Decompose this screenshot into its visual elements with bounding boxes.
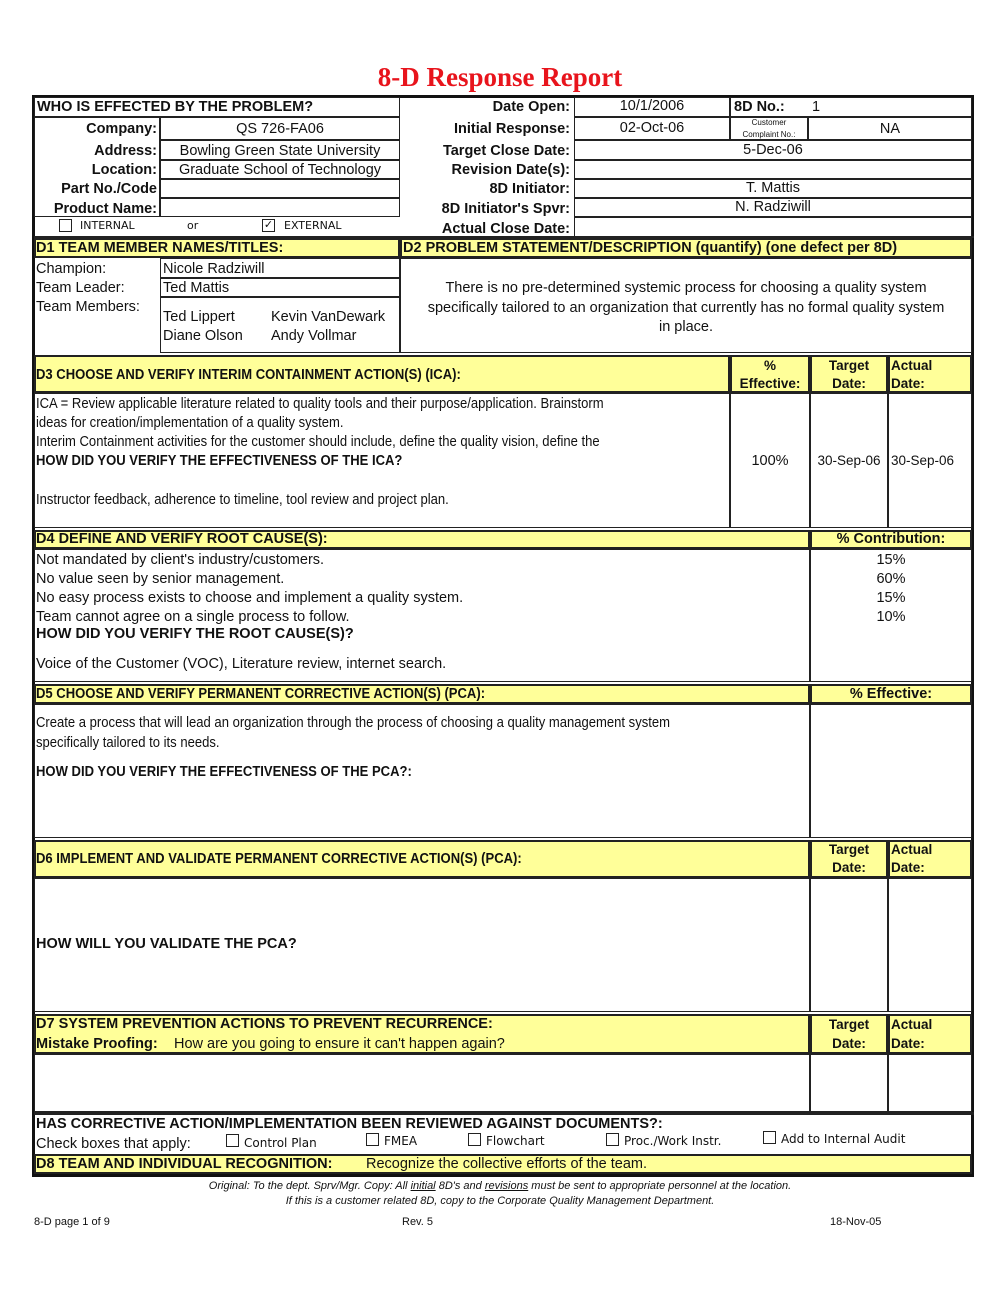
champion-value: Nicole Radziwill bbox=[163, 261, 265, 277]
internal-audit-label: Add to Internal Audit bbox=[781, 1132, 906, 1146]
d3-effective-label: % bbox=[763, 358, 776, 373]
flowchart-checkbox[interactable] bbox=[468, 1133, 481, 1146]
d7-prevention-field[interactable] bbox=[34, 1054, 810, 1112]
d3-line: ideas for creation/implementation of a quality system. bbox=[36, 415, 344, 431]
external-label: EXTERNAL bbox=[284, 219, 342, 232]
footer-text: Original: To the dept. Sprv/Mgr. Copy: All bbox=[208, 1180, 411, 1192]
d6-target-label: Target bbox=[828, 842, 870, 857]
d3-verify-question: HOW DID YOU VERIFY THE EFFECTIVENESS OF THE ICA? bbox=[36, 453, 403, 469]
initiator-spvr-value: N. Radziwill bbox=[735, 199, 811, 215]
d2-line: specifically tailored to an organization that currently has no formal quality system bbox=[427, 300, 945, 316]
d5-line: specifically tailored to its needs. bbox=[36, 735, 220, 751]
review-heading: HAS CORRECTIVE ACTION/IMPLEMENTATION BEEN REVIEWED AGAINST DOCUMENTS?: bbox=[36, 1116, 663, 1132]
team-member: Ted Lippert bbox=[163, 309, 235, 325]
d7-heading: D7 SYSTEM PREVENTION ACTIONS TO PREVENT RECURRENCE: bbox=[36, 1016, 493, 1032]
or-label: or bbox=[187, 219, 199, 232]
revision-dates-field[interactable] bbox=[574, 160, 972, 179]
fmea-checkbox[interactable] bbox=[366, 1133, 379, 1146]
d7-actual-label: Date: bbox=[891, 1036, 925, 1051]
d7-actual-label: Actual bbox=[891, 1017, 933, 1032]
mistake-proofing-label: Mistake Proofing: bbox=[36, 1036, 158, 1052]
team-member: Diane Olson bbox=[163, 328, 243, 344]
d4-verify-answer: Voice of the Customer (VOC), Literature review, internet search. bbox=[36, 656, 447, 672]
internal-audit-checkbox[interactable] bbox=[763, 1131, 776, 1144]
d8-heading: D8 TEAM AND INDIVIDUAL RECOGNITION: bbox=[36, 1156, 333, 1172]
d5-line: Create a process that will lead an organization through the process of choosing a quality management system bbox=[36, 715, 671, 731]
d4-pct: 60% bbox=[876, 571, 906, 587]
d3-actual-label: Actual bbox=[891, 358, 933, 373]
d3-heading: D3 CHOOSE AND VERIFY INTERIM CONTAINMENT ACTION(S) (ICA): bbox=[36, 367, 461, 383]
d3-target-value: 30-Sep-06 bbox=[817, 453, 881, 468]
d5-verify-question: HOW DID YOU VERIFY THE EFFECTIVENESS OF THE PCA?: bbox=[36, 764, 412, 780]
external-checkbox[interactable]: ✓ bbox=[263, 219, 274, 231]
d6-actual-label: Actual bbox=[891, 842, 933, 857]
initial-response-label: Initial Response: bbox=[453, 121, 570, 137]
initiator-value: T. Mattis bbox=[746, 180, 800, 196]
internal-label: INTERNAL bbox=[80, 219, 135, 232]
d4-contribution-label: % Contribution: bbox=[836, 531, 946, 547]
fmea-label: FMEA bbox=[384, 1134, 418, 1148]
company-label: Company: bbox=[86, 121, 157, 137]
d7-actual-field[interactable] bbox=[888, 1054, 972, 1112]
d4-cause: No value seen by senior management. bbox=[36, 571, 285, 587]
who-heading: WHO IS EFFECTED BY THE PROBLEM? bbox=[37, 99, 314, 115]
champion-label: Champion: bbox=[36, 261, 107, 277]
footer-page-number: 8-D page 1 of 9 bbox=[34, 1216, 110, 1228]
d7-target-label: Target bbox=[828, 1017, 870, 1032]
report-title: 8-D Response Report bbox=[377, 62, 623, 92]
d7-target-field[interactable] bbox=[810, 1054, 888, 1112]
control-plan-label: Control Plan bbox=[244, 1136, 317, 1150]
d6-validate-question: HOW WILL YOU VALIDATE THE PCA? bbox=[36, 936, 297, 952]
date-open-label: Date Open: bbox=[492, 99, 570, 115]
complaint-label-2: Complaint No.: bbox=[742, 130, 796, 139]
d1-heading: D1 TEAM MEMBER NAMES/TITLES: bbox=[36, 240, 284, 256]
team-members-label: Team Members: bbox=[36, 299, 140, 315]
d3-actual-value: 30-Sep-06 bbox=[891, 453, 955, 468]
partno-field[interactable] bbox=[160, 179, 400, 198]
d5-effective-field[interactable] bbox=[810, 704, 972, 838]
d7-target-label: Date: bbox=[832, 1036, 866, 1051]
footer-revisions: revisions bbox=[484, 1180, 529, 1192]
d6-heading: D6 IMPLEMENT AND VALIDATE PERMANENT CORRECTIVE ACTION(S) (PCA): bbox=[36, 851, 522, 867]
footer-date: 18-Nov-05 bbox=[830, 1216, 882, 1228]
d3-effective-value: 100% bbox=[751, 453, 789, 469]
team-member: Kevin VanDewark bbox=[271, 309, 386, 325]
target-close-label: Target Close Date: bbox=[442, 143, 570, 159]
team-leader-value: Ted Mattis bbox=[163, 280, 230, 296]
proc-work-instr-label: Proc./Work Instr. bbox=[624, 1134, 722, 1148]
eightd-no-value: 1 bbox=[812, 99, 821, 115]
proc-work-instr-checkbox[interactable] bbox=[606, 1133, 619, 1146]
date-open-value: 10/1/2006 bbox=[619, 98, 685, 114]
d4-verify-question: HOW DID YOU VERIFY THE ROOT CAUSE(S)? bbox=[36, 626, 354, 642]
d4-pct: 10% bbox=[876, 609, 906, 625]
team-leader-label: Team Leader: bbox=[36, 280, 125, 296]
d6-actual-label: Date: bbox=[891, 860, 925, 875]
partno-label: Part No./Code bbox=[61, 181, 157, 197]
d6-target-field[interactable] bbox=[810, 878, 888, 1012]
location-value: Graduate School of Technology bbox=[178, 162, 382, 178]
d6-actual-field[interactable] bbox=[888, 878, 972, 1012]
d3-line: ICA = Review applicable literature related to quality tools and their purpose/application. Brainstorm bbox=[36, 396, 604, 412]
address-value: Bowling Green State University bbox=[179, 143, 381, 159]
initiator-label: 8D Initiator: bbox=[489, 181, 570, 197]
address-label: Address: bbox=[94, 143, 157, 159]
check-boxes-label: Check boxes that apply: bbox=[36, 1136, 191, 1152]
product-name-label: Product Name: bbox=[53, 201, 157, 217]
actual-close-field[interactable] bbox=[574, 217, 972, 237]
mistake-proofing-question: How are you going to ensure it can't happen again? bbox=[174, 1036, 505, 1052]
d2-heading: D2 PROBLEM STATEMENT/DESCRIPTION (quantify) (one defect per 8D) bbox=[403, 240, 898, 256]
d8-text: Recognize the collective efforts of the team. bbox=[366, 1156, 648, 1172]
location-label: Location: bbox=[91, 162, 157, 178]
control-plan-checkbox[interactable] bbox=[226, 1134, 239, 1147]
d3-effective-label: Effective: bbox=[739, 376, 801, 391]
d3-actual-label: Date: bbox=[891, 376, 925, 391]
d5-effective-label: % Effective: bbox=[849, 686, 933, 702]
complaint-no-value: NA bbox=[879, 121, 901, 137]
d4-cause: Not mandated by client's industry/customers. bbox=[36, 552, 325, 568]
d4-cause: No easy process exists to choose and implement a quality system. bbox=[36, 590, 464, 606]
d6-target-label: Date: bbox=[832, 860, 866, 875]
footer-revision: Rev. 5 bbox=[402, 1216, 433, 1228]
complaint-label-1: Customer bbox=[751, 118, 787, 127]
d4-pct: 15% bbox=[876, 552, 906, 568]
d3-target-label: Date: bbox=[832, 376, 866, 391]
d5-heading: D5 CHOOSE AND VERIFY PERMANENT CORRECTIVE ACTION(S) (PCA): bbox=[36, 686, 486, 702]
d3-verify-answer: Instructor feedback, adherence to timeline, tool review and project plan. bbox=[36, 492, 449, 508]
footer-customer-note: If this is a customer related 8D, copy to the Corporate Quality Management Department. bbox=[285, 1195, 715, 1207]
flowchart-label: Flowchart bbox=[486, 1134, 545, 1148]
d3-line: Interim Containment activities for the customer should include, define the quality vision, define the bbox=[36, 434, 600, 450]
d4-heading: D4 DEFINE AND VERIFY ROOT CAUSE(S): bbox=[36, 531, 328, 547]
eightd-no-label: 8D No.: bbox=[734, 99, 785, 115]
product-name-field[interactable] bbox=[160, 198, 400, 217]
company-value: QS 726-FA06 bbox=[236, 121, 324, 137]
d4-pct: 15% bbox=[876, 590, 906, 606]
actual-close-label: Actual Close Date: bbox=[441, 221, 570, 237]
internal-checkbox[interactable] bbox=[59, 219, 72, 232]
revision-dates-label: Revision Date(s): bbox=[451, 162, 570, 178]
footer-text: 8D's and bbox=[435, 1180, 485, 1192]
d3-target-label: Target bbox=[828, 358, 870, 373]
team-member: Andy Vollmar bbox=[271, 328, 357, 344]
d4-cause: Team cannot agree on a single process to follow. bbox=[36, 609, 350, 625]
target-close-value: 5-Dec-06 bbox=[743, 142, 803, 158]
d2-line: in place. bbox=[658, 319, 713, 335]
initial-response-value: 02-Oct-06 bbox=[619, 120, 685, 136]
footer-text: must be sent to appropriate personnel at the location. bbox=[528, 1180, 792, 1192]
footer-initial: initial bbox=[410, 1180, 436, 1192]
d2-line: There is no pre-determined systemic process for choosing a quality system bbox=[445, 280, 927, 296]
initiator-spvr-label: 8D Initiator's Spvr: bbox=[441, 201, 570, 217]
footer-distribution-note bbox=[0, 1180, 1000, 1192]
